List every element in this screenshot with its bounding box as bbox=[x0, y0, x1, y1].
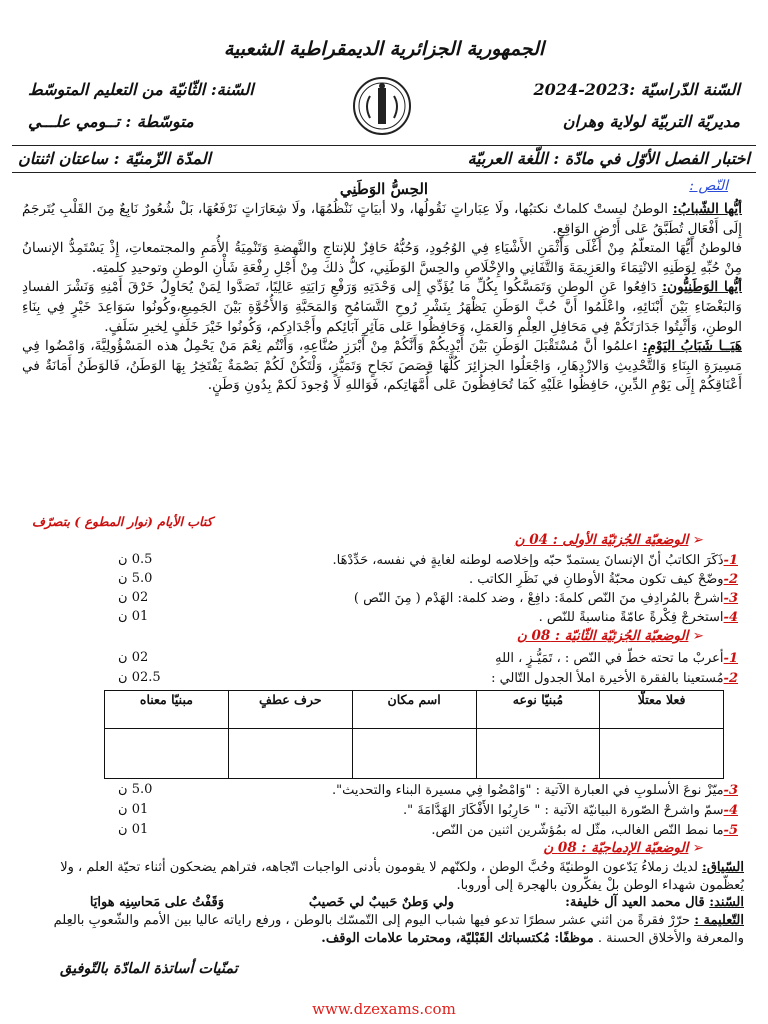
question-points: 02 ن bbox=[118, 650, 149, 665]
table-cell bbox=[228, 729, 352, 779]
table-header: فعلا معتلّا bbox=[600, 691, 724, 729]
table-cell bbox=[105, 729, 229, 779]
paragraph-1 bbox=[22, 200, 742, 239]
directorate: مديريّة التربيّة لولاية وهران bbox=[562, 112, 740, 131]
footer-url[interactable]: www.dzexams.com bbox=[312, 1000, 456, 1018]
paragraph-3-body: دَافِعُوا عَنِ الوطنِ وَتَمَسَّكُوا بِكُلِّ مَا يُؤَدِّي إِلى وَحْدَتِهِ وَرَفْعِ رَايَتِهِ عَالِيًا، تَصَدَّوا لِمَنْ يُحَاوِلُ خَرْقَ أَمْنِهِ وَنَشْرَ الفسادِ وَالبَغْضَاءِ بَيْنَ أَبْنَائِهِ، واعْلَمُوا أَنَّ حُبَّ الوَطَنِ يَظْهَرُ بِنَشْرِ رُوحِ التَّسَامُحِ وَالمَحَبَّةِ وَالأُخُوَّةِ بَيْنَ الجَمِيعِ،وكُونُوا سَوَاعِدَ خَيْرٍ فِي بِنَاءِ الوطنِ، وَأَثْبِتُوا جَدَارَتَكُمْ فِي مَحَافِلِ العِلْمِ وَالعَمَلِ، وَحَافِظُوا عَلى مَآثِرِ آبَائِكم وأَجْدَادِكم، وَكُونُوا خَيْرَ خَلَفٍ لِخيرِ سَلَفٍ. bbox=[22, 279, 742, 335]
question-row: 1-ذَكَرَ الكاتبُ أنّ الإنسانَ يستمدّ حبّه وإخلاصه لوطنه لغايةٍ في نفسه، حَدِّدْهَا. 0.5 ن bbox=[118, 552, 738, 568]
text-label: النّص : bbox=[689, 178, 728, 194]
context: السّياق: لديك زملاءُ يَدّعون الوطنيّةَ وحُبَّ الوطن ، ولكنّهم لا يقومون بأدنى الواجبات اتّجاهه، فتراهم يضحكون أثناء تحيّة العلم ، ولا يُعظّمون شهداء الوطن بلْ يفكّرون بالهجرة إلى أوروبا. bbox=[60, 860, 744, 893]
paragraph-3 bbox=[22, 278, 742, 337]
support: السّند: قال محمد العيد آل خليفة: ولي وَطنٌ حَبيبٌ لي خَصيبٌ وَقَفْتُ على مَحاسِنِه هوايَا bbox=[89, 895, 744, 910]
answer-table bbox=[104, 690, 724, 779]
paragraph-4-body: اعلمُوا أنَّ مُسْتَقْبَلَ الوَطَنِ بَيْنَ أَيْدِيكُمْ وَأَنَّكُمْ مِنْ أَبْرَزِ صُنَّاعِهِ، وَأَنْتُم نِعْمَ مَنْ يَحْمِلُ هذه المَسْؤُولِيَّةَ، وَامْضُوا فِي مَسِيرَةِ البِنَاءِ وَالتَّحْدِيثِ وَالازْدِهَارِ، وَاجْعَلُوا الجزائِرَ كُلَّهَا قِصَصَ نَجَاحٍ وَتَمَيُّزٍ، وَلْتَكُنْ لَكُمْ بَصْمَةٌ يَفْتَخِرُ بِهَا الوَطَنُ، فَالوَطَنُ أَمَانَةٌ في أَعْنَاقِكُمْ إِلَى يَوْمِ الدِّينِ، حَافِظُوا عَلَيْهِ كَمَا تُحَافِظُونَ عَلى أُمَّهَاتِكم، فَوَاللهِ لَا وُجودَ لَكمْ بِدُونِ وَطَنٍ. bbox=[22, 338, 742, 394]
class-level: السّنة: الثّانيّة من التعليم المتوسّط bbox=[28, 80, 254, 99]
table-header: مبنيّا معناه bbox=[105, 691, 229, 729]
verse-2: وَقَفْتُ على مَحاسِنِه هوايَا bbox=[89, 895, 224, 910]
text-source: كتاب الأيام (نوار المطوع ) بتصرّف bbox=[32, 514, 213, 529]
question-row: 3-ميّزْ نوعَ الأسلوبِ في العبارة الآتية : "وَامْضُوا فِي مسيرة البناء والتحديث". 5.0 ن bbox=[118, 782, 738, 798]
table-header: مُبنيّا نوعه bbox=[476, 691, 600, 729]
task: التّعليمة : حرّرْ فقرةً من اثني عشر سطرًا تدعو فيها شباب اليوم إلى التّمسّك بالوطن ، ورفع راياته عاليا بين الأمم والشّعوبِ بالعِلم والمعرفة والأخلاق الحسنة . موظفًا: مُكتسباتك القَبْليّة، ومحترما علامات الوقف. bbox=[53, 913, 744, 946]
reading-text bbox=[22, 200, 742, 396]
question-points: 0.5 ن bbox=[118, 552, 153, 567]
table-header: اسم مكان bbox=[352, 691, 476, 729]
question-row: 5-ما نمط النّص الغالب، مثّل له بمُؤشّرين اثنين من النّص. 01 ن bbox=[118, 822, 738, 838]
paragraph-4-lead: هَيَــا شَبَابُ اليَوْمِ: bbox=[642, 338, 742, 355]
question-row: 1-أعربْ ما تحته خطّ في النّص : ، تَمَيُّـزٍ ، اللهِ 02 ن bbox=[118, 650, 738, 666]
question-points: 01 ن bbox=[118, 802, 149, 817]
part1-title: ➢ الوضعيّة الجُزئيّة الأولى : 04 ن bbox=[514, 532, 704, 548]
text-title: الحِسُّ الوَطَنِي bbox=[339, 180, 429, 198]
school-name: متوسّطة : تــومي علـــي bbox=[28, 112, 194, 131]
question-points: 5.0 ن bbox=[118, 782, 153, 797]
paragraph-3-lead: أيُّها الوَطَنِيُّون: bbox=[662, 279, 742, 296]
table-cell bbox=[476, 729, 600, 779]
exam-title: اختبار الفصل الأوّل في مادّة : اللّغة العربيّة bbox=[467, 149, 750, 168]
question-points: 5.0 ن bbox=[118, 571, 153, 586]
paragraph-2: فالوطنُ أيُّهَا المتعلّمُ مِنْ أَغْلَى وَأَثْمَنِ الأَشْيَاءِ فِي الوُجُودِ، وَحُبُّهُ حَافِزٌ للإنتاجِ والنَّهضةِ وَتَنْمِيَةُ الأُمَمِ والمجتمعاتِ، إِذْ يَسْتَمِدُّ الإنسانُ مِنْ حُبِّهِ لِوَطَنِهِ الانْتِمَاءَ والعَزِيمَةَ وَالتَّفَانِي والإِخْلَاصِ والحِسَّ الوَطَنِي، كلُّ ذلكَ مِنْ أَجْلِ رِفْعَةِ شَأْنِ الوطنِ وتوحيدِ كلمتِه. bbox=[22, 240, 742, 276]
question-row: 4-سمّ واشرحْ الصّورة البيانيّة الآتية : " حَارِبُوا الأَفْكَارَ الهَدَّامَةَ ". 01 ن bbox=[118, 802, 738, 818]
question-points: 02 ن bbox=[118, 590, 149, 605]
exam-duration: المدّة الزّمنيّة : ساعتان اثنتان bbox=[18, 149, 211, 168]
verse-1: ولي وَطنٌ حَبيبٌ لي خَصيبٌ bbox=[308, 895, 454, 910]
ministry-logo bbox=[350, 74, 414, 138]
question-row: 2-مُستعينا بالفقرة الأخيرة املأ الجدول التّالي : 02.5 ن bbox=[118, 670, 738, 686]
paragraph-4 bbox=[22, 337, 742, 396]
paragraph-1-lead: أيُّها الشّبابُ: bbox=[672, 201, 742, 217]
school-year: السّنة الدّراسيّة :2023-2024 bbox=[533, 80, 740, 99]
paragraph-1-body: الوطنُ ليستْ كلماتٌ نكتبُها، ولَا عِبَاراتٍ نَقُولُها، ولا أبيَاتٍ نَنْظُمُهَا، ولَا شِعَارَاتٍ نَرْفَعُهَا، بَلْ شُعُورٌ نَابِعٌ مِنَ القَلْبِ يُتَرجَمُ إِلَى أَفْعَالٍ تُطَبَّقُ عَلى أَرْضِ الوَاقِعِ. bbox=[22, 201, 742, 237]
table-cell bbox=[352, 729, 476, 779]
part1-questions bbox=[18, 552, 738, 628]
part2-questions-b bbox=[18, 782, 738, 842]
table-cell bbox=[600, 729, 724, 779]
part2-title: ➢ الوضعيّة الجُزئيّة الثّانيّة : 08 ن bbox=[516, 628, 704, 644]
integration-situation bbox=[22, 859, 744, 947]
republic-title: الجمهورية الجزائرية الديمقراطية الشعبية bbox=[223, 38, 545, 60]
question-row: 4-استخرجْ فِكْرةً عامّةً مناسبةً للنّص . 01 ن bbox=[118, 609, 738, 625]
question-points: 01 ن bbox=[118, 822, 149, 837]
part2-questions-a bbox=[18, 650, 738, 690]
question-points: 01 ن bbox=[118, 609, 149, 624]
question-row: 2-وضّحْ كيف تكون محبّةُ الأوطانِ في نَظَرِ الكاتب . 5.0 ن bbox=[118, 571, 738, 587]
part3-title: ➢ الوضعيّة الإدماجيّة : 08 ن bbox=[543, 840, 704, 856]
table-header: حرف عطفٍ bbox=[228, 691, 352, 729]
question-points: 02.5 ن bbox=[118, 670, 161, 685]
question-row: 3-اشرحْ بالمُرادِفِ منَ النّص كلمةَ: دافِعْ ، وضد كلمة: الهَدْم ( مِنَ النّص ) 02 ن bbox=[118, 590, 738, 606]
closing-wish: تمنّيات أساتذة المادّة بالتّوفيق bbox=[60, 960, 238, 977]
